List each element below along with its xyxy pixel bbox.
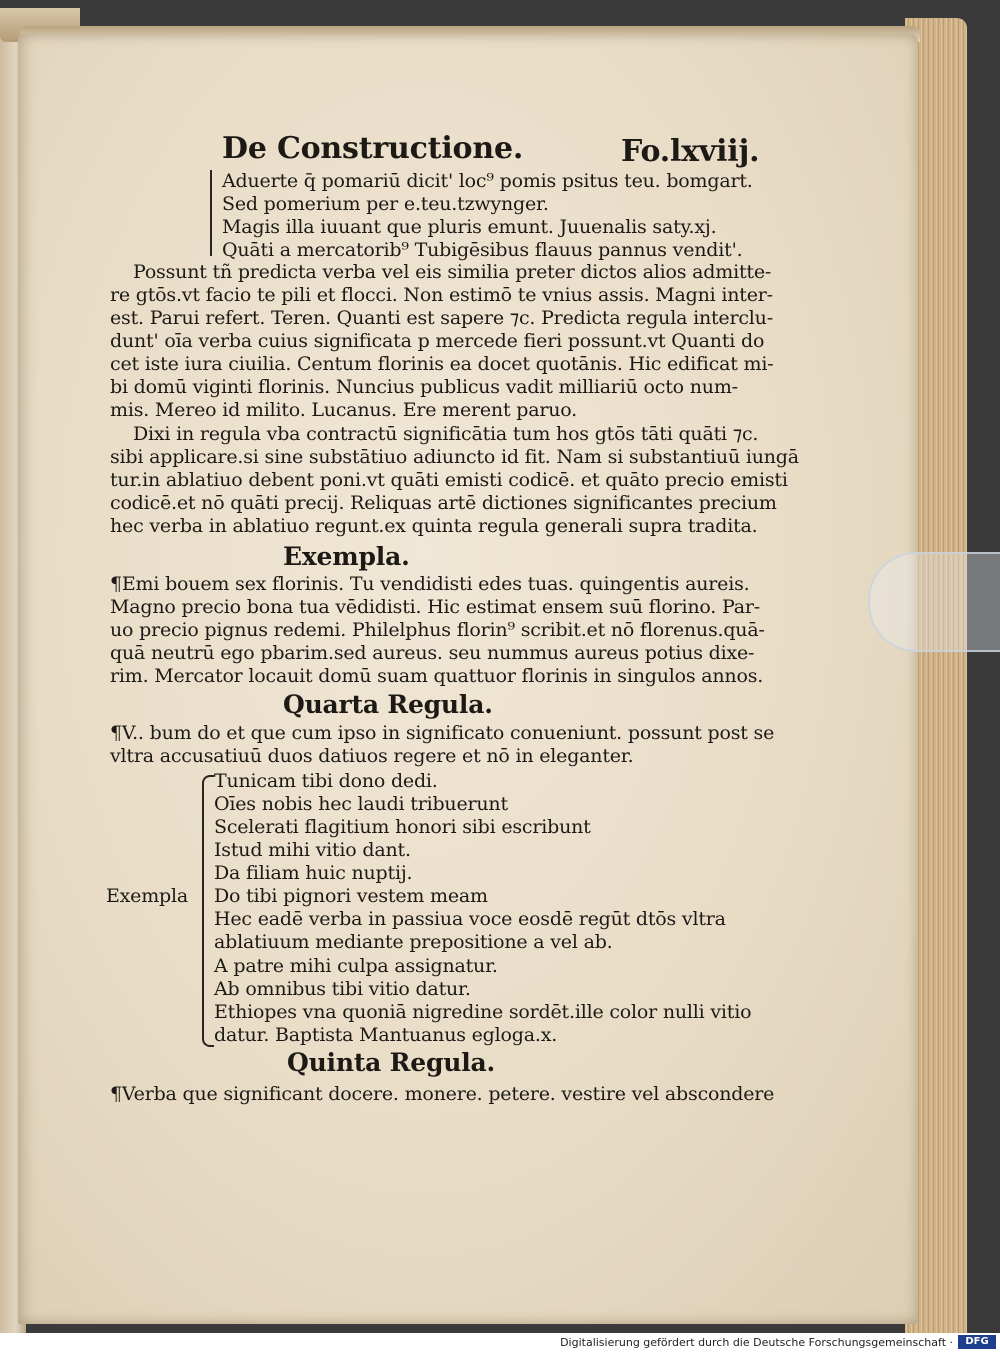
text-line: Ab omnibus tibi vitio datur.: [214, 978, 471, 1000]
text-line: re gtōs.vt facio te pili et flocci. Non estimō te vnius assis. Magni inter-: [110, 284, 773, 306]
quinta-regula-heading: Quinta Regula.: [287, 1048, 496, 1077]
text-line: Oīes nobis hec laudi tribuerunt: [214, 793, 508, 815]
text-line: codicē.et nō quāti precij. Reliquas artē dictiones significantes precium: [110, 492, 777, 514]
text-line: tur.in ablatiuo debent poni.vt quāti emisti codicē. et quāto precio emisti: [110, 469, 788, 491]
folio-number: Fo.lxviij.: [621, 134, 760, 169]
text-line: Hec eadē verba in passiua voce eosdē regūt dtōs vltra: [214, 908, 726, 930]
text-line: ¶Verba que significant docere. monere. petere. vestire vel abscondere: [110, 1083, 775, 1105]
text-line: Ethiopes vna quoniā nigredine sordēt.ille color nulli vitio: [214, 1001, 752, 1023]
exempla-heading: Exempla.: [283, 542, 410, 571]
text-line: Scelerati flagitium honori sibi escribunt: [214, 816, 591, 838]
footer-bar: [0, 1333, 1000, 1352]
text-line: Tunicam tibi dono dedi.: [214, 770, 438, 792]
text-line: Quāti a mercatorib⁹ Tubigēsibus flauus pannus vendit'.: [222, 239, 743, 261]
exempla-side-label: Exempla: [106, 885, 189, 907]
text-line: dunt' oīa verba cuius significata p mercede fieri possunt.vt Quanti do: [110, 330, 765, 352]
text-line: Do tibi pignori vestem meam: [214, 885, 488, 907]
dfg-logo: DFG: [958, 1335, 996, 1349]
text-line: ¶Emi bouem sex florinis. Tu vendidisti edes tuas. quingentis aureis.: [110, 573, 750, 595]
text-line: mis. Mereo id milito. Lucanus. Ere merent paruo.: [110, 399, 577, 421]
text-line: cet iste iura ciuilia. Centum florinis ea docet quotānis. Hic edificat mi-: [110, 353, 774, 375]
text-line: Dixi in regula vba contractū significātia tum hos gtōs tāti quāti ⁊c.: [133, 423, 759, 445]
text-line: est. Parui refert. Teren. Quanti est sapere ⁊c. Predicta regula interclu-: [110, 307, 773, 329]
text-line: hec verba in ablatiuo regunt.ex quinta regula generali supra tradita.: [110, 515, 758, 537]
text-line: uo precio pignus redemi. Philelphus florin⁹ scribit.et nō florenus.quā-: [110, 619, 765, 641]
text-line: Istud mihi vitio dant.: [214, 839, 411, 861]
text-line: Da filiam huic nuptij.: [214, 862, 413, 884]
exempla-brace: [202, 775, 214, 1047]
text-line: A patre mihi culpa assignatur.: [214, 955, 498, 977]
text-line: ablatiuum mediante prepositione a vel ab.: [214, 931, 613, 953]
text-line: ¶V.. bum do et que cum ipso in significato conueniunt. possunt post se: [110, 722, 775, 744]
quarta-regula-heading: Quarta Regula.: [283, 690, 493, 719]
text-line: vltra accusatiuū duos datiuos regere et nō in eleganter.: [110, 745, 634, 767]
text-line: rim. Mercator locauit domū suam quattuor florinis in singulos annos.: [110, 665, 764, 687]
text-line: Magno precio bona tua vēdidisti. Hic estimat ensem suū florino. Par-: [110, 596, 760, 618]
text-line: quā neutrū ego pbarim.sed aureus. seu nummus aureus potius dixe-: [110, 642, 755, 664]
page-heading: De Constructione.: [222, 131, 524, 166]
text-line: bi domū viginti florinis. Nuncius publicus vadit milliariū octo num-: [110, 376, 738, 398]
text-line: Aduerte q̄ pomariū dicit' loc⁹ pomis psitus teu. bomgart.: [222, 170, 753, 192]
text-line: Possunt tñ predicta verba vel eis similia preter dictos alios admitte-: [133, 261, 772, 283]
text-line: datur. Baptista Mantuanus egloga.x.: [214, 1024, 558, 1046]
text-line: Sed pomerium per e.teu.tzwynger.: [222, 193, 549, 215]
text-line: Magis illa iuuant que pluris emunt. Juuenalis saty.xj.: [222, 216, 717, 238]
footer-credit: Digitalisierung gefördert durch die Deutsche Forschungsgemeinschaft ·: [560, 1336, 953, 1349]
top-bracket: [210, 170, 222, 256]
text-line: sibi applicare.si sine substātiuo adiuncto id fit. Nam si substantiuū iungā: [110, 446, 799, 468]
